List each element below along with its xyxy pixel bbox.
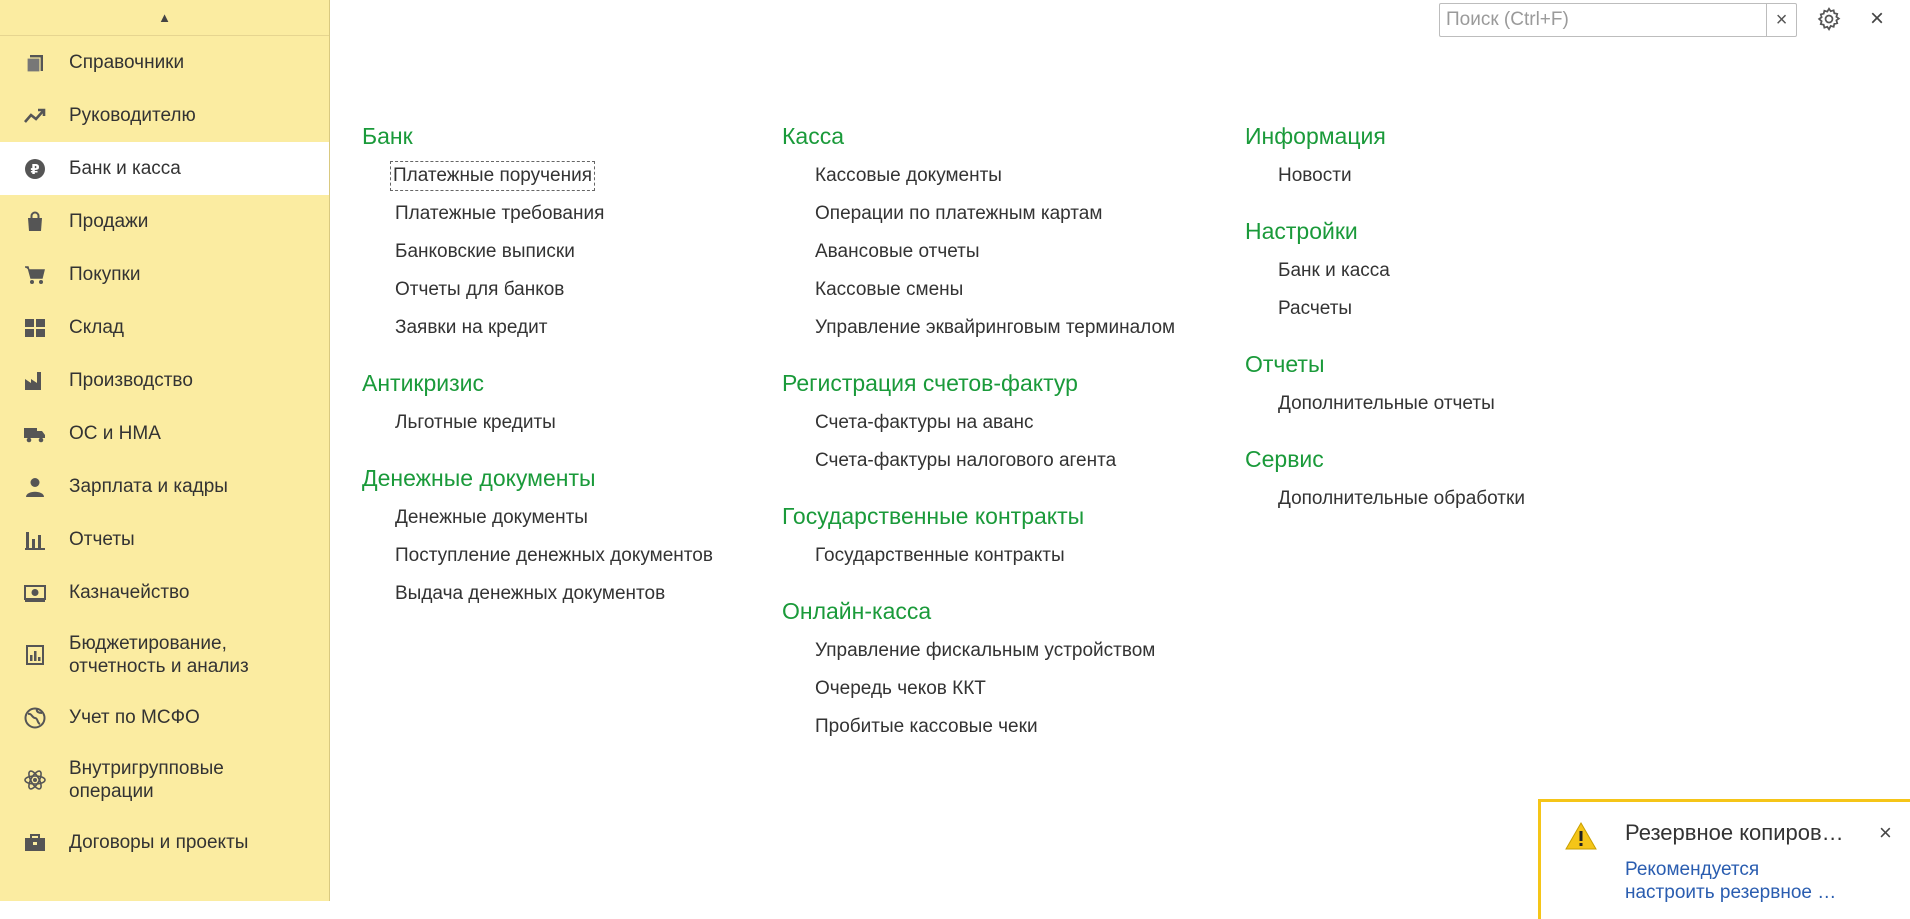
sidebar-item-label: Договоры и проекты	[69, 832, 249, 853]
section	[782, 118, 1242, 342]
menu-link[interactable]: Операции по платежным картам	[815, 203, 1103, 224]
sidebar-item-label: Покупки	[69, 264, 141, 285]
menu-link[interactable]: Дополнительные отчеты	[1278, 393, 1495, 414]
sidebar-item-label: Продажи	[69, 211, 149, 232]
notification-close-button[interactable]	[1879, 820, 1892, 846]
menu-link[interactable]: Государственные контракты	[815, 545, 1065, 566]
header	[330, 0, 1910, 44]
svg-text:₽: ₽	[30, 162, 40, 178]
sidebar-item-salary[interactable]	[0, 460, 329, 513]
menu-link[interactable]: Денежные документы	[395, 507, 588, 528]
section-title: Онлайн-касса	[782, 598, 932, 624]
section-title: Сервис	[1245, 446, 1324, 472]
backup-notification	[1538, 799, 1910, 919]
sidebar-item-production[interactable]	[0, 354, 329, 407]
sidebar-item-label: Производство	[69, 370, 193, 391]
sidebar-item-ifrs[interactable]	[0, 691, 329, 744]
column-1	[362, 118, 772, 631]
section-title: Регистрация счетов-фактур	[782, 370, 1078, 396]
menu-link[interactable]: Поступление денежных документов	[395, 545, 713, 566]
menu-link[interactable]: Банковские выписки	[395, 241, 575, 262]
sidebar-item-sales[interactable]	[0, 195, 329, 248]
menu-link[interactable]: Банк и касса	[1278, 260, 1390, 281]
sidebar	[0, 0, 330, 901]
sidebar-item-manager[interactable]	[0, 89, 329, 142]
warning-icon	[1564, 821, 1598, 851]
chevron-up-icon: ▲	[158, 10, 171, 25]
section-title: Антикризис	[362, 370, 485, 396]
section-title: Настройки	[1245, 218, 1358, 244]
person-icon	[22, 474, 48, 500]
menu-link[interactable]: Выдача денежных документов	[395, 583, 666, 604]
sidebar-item-label: Руководителю	[69, 105, 196, 126]
section	[362, 365, 772, 437]
section-title: Отчеты	[1245, 351, 1325, 377]
sidebar-item-label: ОС и НМА	[69, 423, 161, 444]
menu-link[interactable]: Платежные требования	[395, 203, 605, 224]
close-icon: ×	[1869, 5, 1884, 32]
sidebar-item-assets[interactable]	[0, 407, 329, 460]
close-button[interactable]	[1864, 4, 1890, 34]
section	[362, 460, 772, 608]
truck-icon	[22, 421, 48, 447]
clear-icon: ×	[1775, 8, 1788, 31]
menu-link[interactable]: Управление эквайринговым терминалом	[815, 317, 1176, 338]
bag-icon	[22, 209, 48, 235]
section-title: Касса	[782, 123, 844, 149]
refs-icon	[22, 50, 48, 76]
budget-icon	[22, 642, 48, 668]
gear-icon	[1816, 6, 1842, 32]
sidebar-item-contracts[interactable]	[0, 816, 329, 869]
sidebar-item-intragroup[interactable]	[0, 744, 329, 816]
section-title: Банк	[362, 123, 413, 149]
sidebar-item-bank[interactable]	[0, 142, 329, 195]
settings-button[interactable]	[1814, 4, 1844, 34]
sidebar-item-label: Казначейство	[69, 582, 190, 603]
sidebar-item-reports[interactable]	[0, 513, 329, 566]
search-clear-button[interactable]	[1766, 4, 1796, 36]
cart-icon	[22, 262, 48, 288]
menu-link[interactable]: Счета-фактуры на аванс	[815, 412, 1034, 433]
sidebar-item-partial	[0, 869, 329, 883]
menu-link[interactable]: Заявки на кредит	[395, 317, 548, 338]
search-box	[1439, 3, 1797, 37]
menu-link[interactable]: Новости	[1278, 165, 1352, 186]
sidebar-item-label: Банк и касса	[69, 158, 181, 179]
section	[1245, 441, 1665, 513]
sidebar-item-warehouse[interactable]	[0, 301, 329, 354]
atom-icon	[22, 767, 48, 793]
money-icon	[22, 580, 48, 606]
menu-link[interactable]: Счета-фактуры налогового агента	[815, 450, 1117, 471]
close-icon: ×	[1879, 820, 1892, 845]
globe-icon	[22, 705, 48, 731]
menu-link[interactable]: Кассовые документы	[815, 165, 1002, 186]
section	[1245, 213, 1665, 323]
section	[782, 365, 1242, 475]
menu-link[interactable]: Управление фискальным устройством	[815, 640, 1156, 661]
section	[1245, 346, 1665, 418]
sidebar-item-label: Справочники	[69, 52, 185, 73]
column-2	[782, 118, 1242, 764]
notification-link-line2[interactable]: настроить резервное …	[1625, 882, 1837, 903]
ruble-icon	[22, 156, 48, 182]
section-title: Информация	[1245, 123, 1386, 149]
sidebar-item-treasury[interactable]	[0, 566, 329, 619]
sidebar-item-label: Отчеты	[69, 529, 135, 550]
sidebar-item-purchases[interactable]	[0, 248, 329, 301]
section	[362, 118, 772, 342]
search-input[interactable]	[1440, 4, 1766, 36]
sidebar-scroll-up-button[interactable]	[0, 0, 329, 36]
menu-link[interactable]: Платежные поручения	[391, 162, 594, 190]
column-3	[1245, 118, 1665, 536]
menu-link[interactable]: Льготные кредиты	[395, 412, 556, 433]
sidebar-item-label: Внутригрупповые операции	[69, 758, 224, 802]
section-title: Денежные документы	[362, 465, 596, 491]
menu-link[interactable]: Очередь чеков ККТ	[815, 678, 986, 699]
factory-icon	[22, 368, 48, 394]
trend-icon	[22, 103, 48, 129]
sidebar-item-label: Склад	[69, 317, 124, 338]
grid-icon	[22, 315, 48, 341]
notification-title[interactable]: Резервное копиров…	[1625, 820, 1844, 845]
menu-link[interactable]: Авансовые отчеты	[815, 241, 980, 262]
sidebar-item-label: Бюджетирование, отчетность и анализ	[69, 633, 249, 677]
sidebar-nav	[0, 36, 329, 883]
notification-link[interactable]: Рекомендуется	[1625, 859, 1760, 880]
menu-link[interactable]: Расчеты	[1278, 298, 1353, 319]
menu-link[interactable]: Кассовые смены	[815, 279, 964, 300]
sidebar-item-refs[interactable]	[0, 36, 329, 89]
bar-chart-icon	[22, 527, 48, 553]
sidebar-item-label: Зарплата и кадры	[69, 476, 228, 497]
sidebar-item-budget[interactable]	[0, 619, 329, 691]
menu-link[interactable]: Дополнительные обработки	[1278, 488, 1525, 509]
menu-link[interactable]: Пробитые кассовые чеки	[815, 716, 1038, 737]
briefcase-icon	[22, 830, 48, 856]
section	[1245, 118, 1665, 190]
section-title: Государственные контракты	[782, 503, 1085, 529]
menu-link[interactable]: Отчеты для банков	[395, 279, 565, 300]
sidebar-item-label: Учет по МСФО	[69, 707, 200, 728]
section	[782, 498, 1242, 570]
section	[782, 593, 1242, 741]
